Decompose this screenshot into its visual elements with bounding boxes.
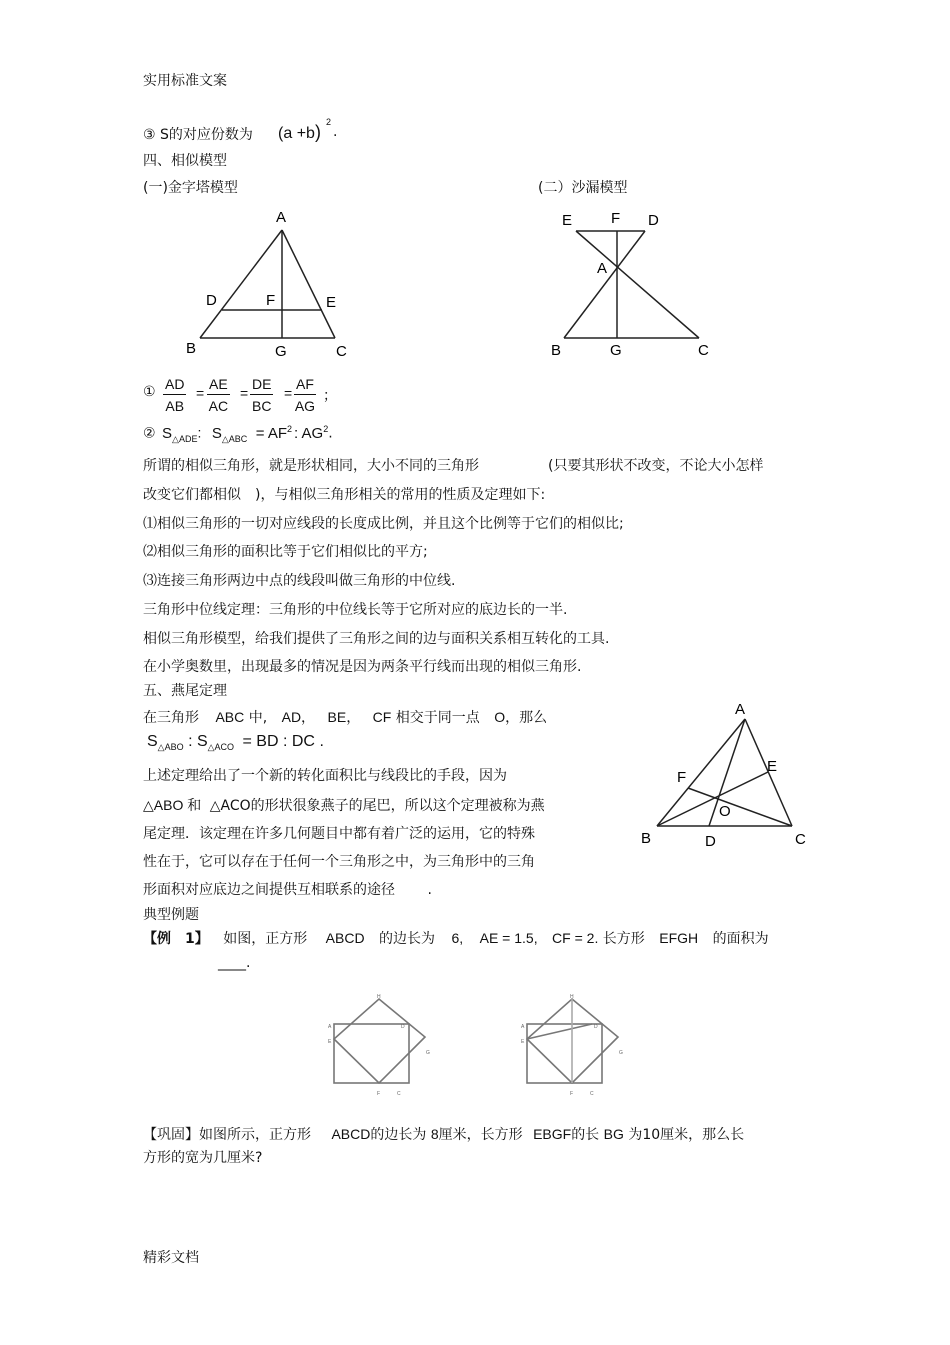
fig4a-label-g: G [426,1050,430,1056]
ratio-marker-1: ① [143,384,156,400]
ratio1-end: ； [323,388,337,404]
swallowtail-formula: $S_{\triangle ABO}$ : $S_{\triangle ACO}$ = BD : DC . [147,733,324,752]
page-header: 实用标准文案 [143,73,227,89]
fig3-label-c: C [795,831,806,848]
fig1-label-c: C [336,343,347,360]
formula-period: . [333,124,338,140]
para-line-2: 改变它们都相似 )，与相似三角形相关的常用的性质及定理如下: [143,487,546,503]
fig2-label-b: B [551,342,562,359]
equals-2: = [240,385,249,401]
midline-theorem: 三角形中位线定理：三角形的中位线长等于它所对应的底边长的一半. [143,602,568,618]
fig4b-label-e: E [521,1039,525,1045]
property-2: ⑵相似三角形的面积比等于它们相似比的平方; [143,544,428,560]
consolidate-statement: 【巩固】如图所示，正方形 ABCD的边长为 8厘米，长方形 EBGF的长 BG 为10厘米，那么长 [143,1126,745,1143]
fig1-label-b: B [186,340,197,357]
swallowtail-text-4: 性在于，它可以存在于任何一个三角形之中，为三角形中的三角 [143,854,535,870]
fig1-label-a: A [276,209,287,226]
fig4a-label-f: F [377,1091,381,1097]
swallowtail-statement: 在三角形 ABC 中, AD， BE， CF 相交于同一点 O，那么 [143,709,548,726]
fig4a-label-h: H [377,994,381,1000]
formula-s-share: ③ S的对应份数为 [143,127,253,143]
square-diagram-right [518,992,633,1102]
fig2-label-e: E [562,212,573,229]
fig1-label-e: E [326,294,337,311]
fraction-de-bc: $\frac{DE}{BC}$ [252,376,272,414]
section-title-similar: 四、相似模型 [143,153,227,169]
fig3-label-a: A [735,701,746,718]
fig4a-label-c: C [397,1091,401,1097]
fig4a-label-a: A [328,1024,332,1030]
subtitle-hourglass: (二）沙漏模型 [538,180,628,196]
swallowtail-text-5: 形面积对应底边之间提供互相联系的途径 . [143,882,432,898]
fig4b-label-f: F [570,1091,574,1097]
equals-1: = [196,385,205,401]
area-ratio-formula: ② $S_{\triangle ADE}$: $S_{\triangle ABC} = AF^2$ : $AG^2$. [143,424,333,444]
para-line-1: 所谓的相似三角形，就是形状相同，大小不同的三角形 [143,458,479,474]
fig2-label-a: A [597,260,608,277]
fig2-label-c: C [698,342,709,359]
square-diagram-left [325,992,440,1102]
olympiad-note: 在小学奥数里，出现最多的情况是因为两条平行线而出现的相似三角形. [143,659,582,675]
para-line-1b: (只要其形状不改变，不论大小怎样 [548,458,764,474]
swallowtail-text-1: 上述定理给出了一个新的转化面积比与线段比的手段，因为 [143,768,507,784]
swallowtail-diagram [635,695,815,855]
fraction-ad-ab: $\frac{AD}{AB}$ [165,376,185,414]
fig4b-label-g: G [619,1050,623,1056]
fig4b-label-h: H [570,994,574,1000]
fig4a-label-e: E [328,1039,332,1045]
fig3-label-o: O [719,803,731,820]
fig4a-label-d: D [401,1024,405,1030]
fig1-label-d: D [206,292,217,309]
similar-model-note: 相似三角形模型，给我们提供了三角形之间的边与面积关系相互转化的工具. [143,631,610,647]
fraction-af-ag: $\frac{AF}{AG}$ [294,376,316,414]
answer-blank: ____. [218,955,251,971]
formula-exponent: 2 [326,117,332,127]
triangle-icon: △ [143,798,154,814]
fig3-label-f: F [677,769,687,786]
fig3-label-b: B [641,830,652,847]
section-title-swallowtail: 五、燕尾定理 [143,683,227,699]
fig4b-label-d: D [594,1024,598,1030]
fig2-label-f: F [611,210,621,227]
fraction-ae-ac: $\frac{AE}{AC}$ [208,376,229,414]
fig1-label-g: G [275,343,287,360]
fig1-label-f: F [266,292,276,309]
page-footer: 精彩文档 [143,1250,199,1266]
property-3: ⑶连接三角形两边中点的线段叫做三角形的中位线. [143,573,456,589]
subtitle-pyramid: (一)金字塔模型 [143,180,238,196]
fig3-label-e: E [767,758,778,775]
fig4b-label-c: C [590,1091,594,1097]
formula-a-plus-b: (a +b) [278,122,321,142]
property-1: ⑴相似三角形的一切对应线段的长度成比例，并且这个比例等于它们的相似比; [143,516,624,532]
fig3-label-d: D [705,833,716,850]
swallowtail-text-2: △ABO 和 △ACO的形状很象燕子的尾巴，所以这个定理被称为燕 [143,797,545,814]
example-1-statement: 【例 1】 如图，正方形 ABCD 的边长为 6, AE = 1.5, CF = 2. 长方形 EFGH 的面积为 [143,930,769,947]
swallowtail-text-3: 尾定理．该定理在许多几何题目中都有着广泛的运用，它的特殊 [143,826,535,842]
hourglass-diagram [545,205,725,365]
consolidate-statement-2: 方形的宽为几厘米? [143,1150,263,1166]
examples-title: 典型例题 [143,907,199,923]
fig2-label-g: G [610,342,622,359]
fig2-label-d: D [648,212,659,229]
triangle-icon: △ [209,798,221,814]
fig4b-label-a: A [521,1024,525,1030]
equals-3: = [284,385,293,401]
pyramid-diagram [170,200,370,365]
